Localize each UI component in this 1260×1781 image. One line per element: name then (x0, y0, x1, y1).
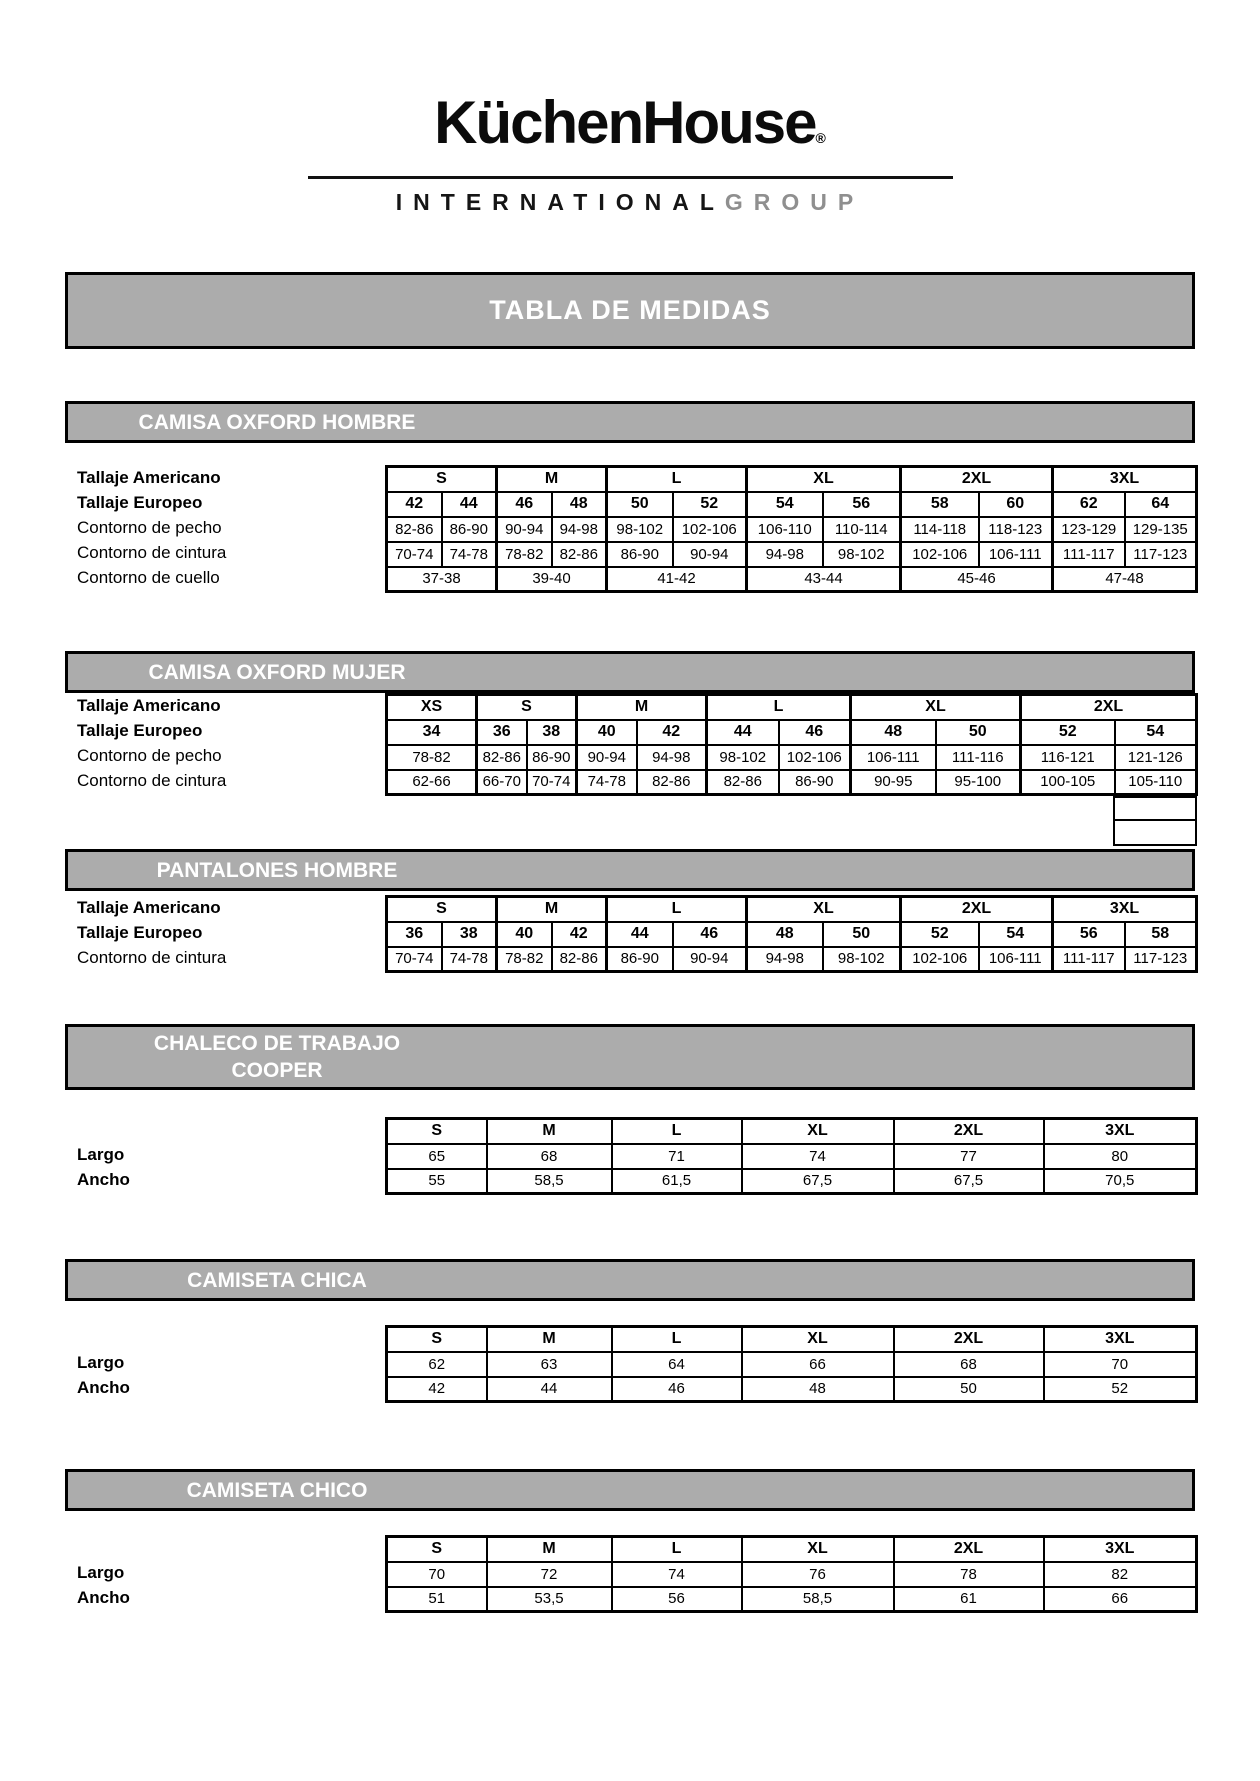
section-camisa-oxford-mujer (0, 651, 1260, 846)
value-cell: 94-98 (637, 745, 707, 770)
size-cell: 54 (1115, 720, 1197, 745)
measurements-table (385, 1325, 1198, 1403)
value-cell: 98-102 (707, 745, 779, 770)
value-cell: 90-94 (497, 517, 552, 542)
value-cell: 61,5 (612, 1169, 742, 1194)
size-cell: M (577, 695, 707, 720)
value-cell: 90-95 (851, 770, 936, 795)
size-cell: 40 (577, 720, 637, 745)
empty-cells-below-mujer-table (1113, 796, 1197, 846)
table-row (387, 492, 1197, 517)
size-cell: 54 (747, 492, 823, 517)
size-cell: 54 (979, 922, 1053, 947)
value-cell: 106-111 (979, 947, 1053, 972)
size-cell: 36 (477, 720, 527, 745)
table-row (387, 1327, 1197, 1352)
size-cell: S (387, 1327, 487, 1352)
section-title-text: CHALECO DE TRABAJO (153, 1032, 401, 1055)
value-cell: 116-121 (1021, 745, 1115, 770)
value-cell: 50 (894, 1377, 1044, 1402)
section-header-camisa-oxford-mujer (65, 651, 1195, 693)
row-label: Tallaje Americano (77, 696, 221, 715)
size-cell: XL (851, 695, 1021, 720)
row-label: Ancho (77, 1588, 130, 1607)
value-cell: 76 (742, 1562, 894, 1587)
value-cell: 111-117 (1053, 947, 1125, 972)
size-table-pantalones-hombre (65, 895, 1260, 973)
table-row (387, 720, 1197, 745)
value-cell: 86-90 (607, 947, 673, 972)
section-header-camisa-oxford-hombre (65, 401, 1195, 443)
section-header-pantalones-hombre (65, 849, 1195, 891)
value-cell: 71 (612, 1144, 742, 1169)
value-cell: 55 (387, 1169, 487, 1194)
row-label: Largo (77, 1145, 125, 1164)
value-cell: 106-111 (979, 542, 1053, 567)
value-cell: 74 (612, 1562, 742, 1587)
value-cell: 90-94 (673, 947, 747, 972)
size-cell: 46 (497, 492, 552, 517)
size-cell: 52 (901, 922, 979, 947)
size-cell: 36 (387, 922, 442, 947)
size-cell: 2XL (894, 1327, 1044, 1352)
value-cell: 66 (1044, 1587, 1197, 1612)
value-cell: 70,5 (1044, 1169, 1197, 1194)
section-title-text-line2: COOPER (231, 1059, 323, 1082)
value-cell: 66 (742, 1352, 894, 1377)
table-row (387, 517, 1197, 542)
value-cell: 78-82 (497, 542, 552, 567)
value-cell: 72 (487, 1562, 612, 1587)
size-cell: XL (742, 1537, 894, 1562)
size-cell: 44 (442, 492, 497, 517)
row-label (77, 1535, 385, 1560)
brand-wordmark (0, 89, 1260, 170)
section-camiseta-chico (0, 1469, 1260, 1613)
size-cell: 38 (442, 922, 497, 947)
size-cell: S (477, 695, 577, 720)
row-label: Contorno de pecho (77, 746, 222, 765)
size-cell: 64 (1125, 492, 1197, 517)
size-cell: 56 (823, 492, 901, 517)
value-cell: 82-86 (707, 770, 779, 795)
size-cell: S (387, 897, 497, 922)
registered-mark: ® (815, 130, 826, 146)
size-cell: 50 (607, 492, 673, 517)
value-cell: 46 (612, 1377, 742, 1402)
size-table-chaleco (65, 1117, 1260, 1195)
row-label: Largo (77, 1563, 125, 1582)
row-label: Tallaje Europeo (77, 923, 203, 942)
section-title-text: CAMISETA CHICO (186, 1478, 368, 1502)
size-cell: 46 (673, 922, 747, 947)
table-row (387, 745, 1197, 770)
table-row (387, 770, 1197, 795)
row-labels (65, 465, 385, 590)
value-cell: 74-78 (577, 770, 637, 795)
size-cell: 44 (607, 922, 673, 947)
value-cell: 94-98 (747, 947, 823, 972)
table-row (387, 1119, 1197, 1144)
row-labels (65, 1117, 385, 1192)
value-cell: 121-126 (1115, 745, 1197, 770)
size-cell: 58 (1125, 922, 1197, 947)
value-cell: 52 (1044, 1377, 1197, 1402)
table-row (387, 567, 1197, 592)
size-cell: 2XL (901, 467, 1053, 492)
value-cell: 94-98 (552, 517, 607, 542)
value-cell: 64 (612, 1352, 742, 1377)
value-cell: 70 (387, 1562, 487, 1587)
brand-logo (0, 89, 1260, 216)
value-cell: 41-42 (607, 567, 747, 592)
empty-cell (1113, 796, 1197, 821)
value-cell: 86-90 (779, 770, 851, 795)
value-cell: 78-82 (387, 745, 477, 770)
row-label: Ancho (77, 1170, 130, 1189)
table-row (387, 1144, 1197, 1169)
table-row (387, 922, 1197, 947)
value-cell: 58,5 (742, 1587, 894, 1612)
size-cell: 3XL (1044, 1537, 1197, 1562)
size-cell: XL (742, 1327, 894, 1352)
value-cell: 65 (387, 1144, 487, 1169)
value-cell: 62-66 (387, 770, 477, 795)
size-cell: S (387, 467, 497, 492)
row-label: Tallaje Europeo (77, 493, 203, 512)
value-cell: 98-102 (823, 542, 901, 567)
section-chaleco-de-trabajo-cooper (0, 1024, 1260, 1195)
table-row (387, 1537, 1197, 1562)
value-cell: 56 (612, 1587, 742, 1612)
size-table-camisa-oxford-hombre (65, 465, 1260, 593)
value-cell: 45-46 (901, 567, 1053, 592)
row-label: Contorno de cintura (77, 948, 227, 967)
value-cell: 105-110 (1115, 770, 1197, 795)
size-cell: S (387, 1537, 487, 1562)
value-cell: 123-129 (1053, 517, 1125, 542)
size-cell: 56 (1053, 922, 1125, 947)
row-label: Contorno de cintura (77, 543, 227, 562)
section-camiseta-chica (0, 1259, 1260, 1403)
size-cell: 48 (552, 492, 607, 517)
value-cell: 106-110 (747, 517, 823, 542)
size-cell: 44 (707, 720, 779, 745)
size-cell: M (497, 467, 607, 492)
value-cell: 67,5 (742, 1169, 894, 1194)
section-title-text: CAMISA OXFORD MUJER (148, 660, 406, 684)
value-cell: 82-86 (477, 745, 527, 770)
row-label: Ancho (77, 1378, 130, 1397)
size-cell: 52 (1021, 720, 1115, 745)
value-cell: 90-94 (577, 745, 637, 770)
size-cell: 40 (497, 922, 552, 947)
size-cell: M (487, 1327, 612, 1352)
value-cell: 70-74 (527, 770, 577, 795)
value-cell: 102-106 (673, 517, 747, 542)
row-labels (65, 1535, 385, 1610)
value-cell: 82-86 (552, 947, 607, 972)
size-cell: XS (387, 695, 477, 720)
value-cell: 70-74 (387, 947, 442, 972)
value-cell: 111-116 (936, 745, 1021, 770)
size-cell: 50 (936, 720, 1021, 745)
value-cell: 58,5 (487, 1169, 612, 1194)
table-row (387, 947, 1197, 972)
section-title-text: CAMISA OXFORD HOMBRE (138, 410, 416, 434)
size-cell: L (707, 695, 851, 720)
empty-cell (1113, 821, 1197, 846)
value-cell: 82-86 (552, 542, 607, 567)
size-cell: 38 (527, 720, 577, 745)
measurements-table (385, 465, 1198, 593)
value-cell: 100-105 (1021, 770, 1115, 795)
size-cell: 48 (851, 720, 936, 745)
value-cell: 74-78 (442, 947, 497, 972)
size-cell: 3XL (1053, 897, 1197, 922)
table-row (387, 467, 1197, 492)
row-labels (65, 895, 385, 970)
value-cell: 86-90 (607, 542, 673, 567)
value-cell: 62 (387, 1352, 487, 1377)
value-cell: 129-135 (1125, 517, 1197, 542)
table-row (387, 1352, 1197, 1377)
value-cell: 98-102 (823, 947, 901, 972)
section-title-text: CAMISETA CHICA (187, 1268, 367, 1292)
row-label (77, 1117, 385, 1142)
size-cell: 50 (823, 922, 901, 947)
size-cell: 34 (387, 720, 477, 745)
value-cell: 78-82 (497, 947, 552, 972)
row-label: Tallaje Americano (77, 898, 221, 917)
value-cell: 42 (387, 1377, 487, 1402)
value-cell: 98-102 (607, 517, 673, 542)
size-cell: L (612, 1537, 742, 1562)
value-cell: 114-118 (901, 517, 979, 542)
value-cell: 82-86 (387, 517, 442, 542)
row-label: Tallaje Europeo (77, 721, 203, 740)
measurements-table (385, 1117, 1198, 1195)
table-row (387, 1587, 1197, 1612)
table-row (387, 1169, 1197, 1194)
size-cell: 3XL (1044, 1327, 1197, 1352)
value-cell: 70-74 (387, 542, 442, 567)
value-cell: 102-106 (901, 542, 979, 567)
size-cell: 3XL (1044, 1119, 1197, 1144)
value-cell: 43-44 (747, 567, 901, 592)
value-cell: 82-86 (637, 770, 707, 795)
value-cell: 82 (1044, 1562, 1197, 1587)
row-labels (65, 693, 385, 793)
value-cell: 111-117 (1053, 542, 1125, 567)
value-cell: 117-123 (1125, 947, 1197, 972)
value-cell: 44 (487, 1377, 612, 1402)
size-cell: 2XL (894, 1119, 1044, 1144)
row-label: Largo (77, 1353, 125, 1372)
value-cell: 68 (894, 1352, 1044, 1377)
row-label: Tallaje Americano (77, 468, 221, 487)
value-cell: 39-40 (497, 567, 607, 592)
row-label: Contorno de pecho (77, 518, 222, 537)
size-cell: 42 (552, 922, 607, 947)
value-cell: 118-123 (979, 517, 1053, 542)
size-cell: 2XL (901, 897, 1053, 922)
page-title: TABLA DE MEDIDAS (489, 295, 771, 325)
measurements-table (385, 1535, 1198, 1613)
value-cell: 53,5 (487, 1587, 612, 1612)
value-cell: 48 (742, 1377, 894, 1402)
table-row (387, 542, 1197, 567)
value-cell: 86-90 (527, 745, 577, 770)
value-cell: 51 (387, 1587, 487, 1612)
value-cell: 110-114 (823, 517, 901, 542)
brand-name: KüchenHouse (434, 89, 816, 156)
value-cell: 63 (487, 1352, 612, 1377)
section-header-chaleco (65, 1024, 1195, 1090)
page-title-banner (65, 272, 1195, 349)
size-cell: 2XL (1021, 695, 1197, 720)
size-cell: M (487, 1119, 612, 1144)
table-row (387, 695, 1197, 720)
size-cell: 2XL (894, 1537, 1044, 1562)
size-cell: 3XL (1053, 467, 1197, 492)
row-label: Contorno de cintura (77, 771, 227, 790)
value-cell: 90-94 (673, 542, 747, 567)
row-label (77, 1325, 385, 1350)
value-cell: 86-90 (442, 517, 497, 542)
size-cell: 60 (979, 492, 1053, 517)
size-cell: L (612, 1327, 742, 1352)
table-row (387, 1562, 1197, 1587)
size-cell: XL (747, 467, 901, 492)
brand-divider (308, 176, 953, 179)
section-pantalones-hombre (0, 849, 1260, 973)
size-cell: XL (742, 1119, 894, 1144)
value-cell: 102-106 (779, 745, 851, 770)
value-cell: 106-111 (851, 745, 936, 770)
value-cell: 68 (487, 1144, 612, 1169)
size-table-camiseta-chica (65, 1325, 1260, 1403)
value-cell: 102-106 (901, 947, 979, 972)
size-cell: 46 (779, 720, 851, 745)
section-camisa-oxford-hombre (0, 401, 1260, 593)
value-cell: 77 (894, 1144, 1044, 1169)
value-cell: 37-38 (387, 567, 497, 592)
size-cell: S (387, 1119, 487, 1144)
value-cell: 67,5 (894, 1169, 1044, 1194)
size-cell: 48 (747, 922, 823, 947)
measurements-table (385, 693, 1198, 796)
section-header-camiseta-chico (65, 1469, 1195, 1511)
size-cell: 42 (387, 492, 442, 517)
value-cell: 117-123 (1125, 542, 1197, 567)
size-cell: 52 (673, 492, 747, 517)
measurements-table (385, 895, 1198, 973)
value-cell: 61 (894, 1587, 1044, 1612)
row-label: Contorno de cuello (77, 568, 220, 587)
value-cell: 78 (894, 1562, 1044, 1587)
table-row (387, 897, 1197, 922)
section-title-text: PANTALONES HOMBRE (156, 858, 398, 882)
brand-subtitle-international: INTERNATIONAL (395, 189, 725, 215)
size-table-camisa-oxford-mujer (65, 693, 1260, 796)
section-header-camiseta-chica (65, 1259, 1195, 1301)
value-cell: 74 (742, 1144, 894, 1169)
size-table-camiseta-chico (65, 1535, 1260, 1613)
size-cell: 62 (1053, 492, 1125, 517)
value-cell: 94-98 (747, 542, 823, 567)
row-labels (65, 1325, 385, 1400)
size-cell: L (612, 1119, 742, 1144)
value-cell: 95-100 (936, 770, 1021, 795)
value-cell: 80 (1044, 1144, 1197, 1169)
value-cell: 74-78 (442, 542, 497, 567)
size-cell: L (607, 467, 747, 492)
size-cell: M (497, 897, 607, 922)
size-cell: XL (747, 897, 901, 922)
brand-subtitle (0, 189, 1260, 216)
value-cell: 47-48 (1053, 567, 1197, 592)
size-cell: M (487, 1537, 612, 1562)
size-cell: L (607, 897, 747, 922)
value-cell: 70 (1044, 1352, 1197, 1377)
brand-subtitle-group: GROUP (724, 189, 865, 215)
size-cell: 42 (637, 720, 707, 745)
value-cell: 66-70 (477, 770, 527, 795)
table-row (387, 1377, 1197, 1402)
size-cell: 58 (901, 492, 979, 517)
